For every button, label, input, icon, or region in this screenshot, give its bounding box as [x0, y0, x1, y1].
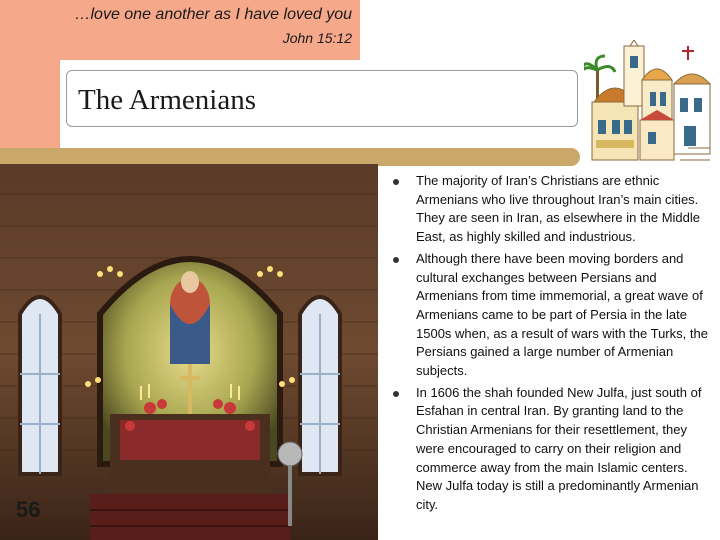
- bullet-item: [390, 250, 716, 381]
- church-interior-photo: [0, 164, 378, 540]
- bullet-list: [390, 172, 716, 518]
- quote-text: …love one another as I have loved you: [74, 6, 352, 23]
- buildings-illustration: [584, 40, 720, 166]
- slide-number: 56: [16, 497, 41, 522]
- bullet-text: Although there have been moving borders and cultural exchanges between Persians and Armenians from time immemorial, a great wave of Armenians came to be part of Persia in the late 1500s when, as a result of wars with the Turks, the Persians gained a large number of Armenian subjects.: [416, 250, 708, 379]
- quote-reference: John 15:12: [282, 30, 352, 46]
- bullet-item: [390, 172, 716, 247]
- bullet-dot-icon: [393, 257, 399, 263]
- bullet-item: [390, 384, 716, 515]
- slide-title: The Armenians: [78, 84, 256, 116]
- bullet-text: The majority of Iran’s Christians are ethnic Armenians who live throughout Iran’s main cities. They are seen in Iran, as elsewhere in the Middle East, as highly skilled and industrious.: [416, 173, 700, 245]
- bullet-text: In 1606 the shah founded New Julfa, just south of Esfahan in central Iran. By granting land to the Christian Armenians for their resettlement, they were encouraged to carry on their religion and commerce away from the main Islamic centers. New Julfa today is still a predominantly Armenian city.: [416, 384, 702, 512]
- bullet-dot-icon: [393, 179, 399, 185]
- bullet-dot-icon: [393, 391, 399, 397]
